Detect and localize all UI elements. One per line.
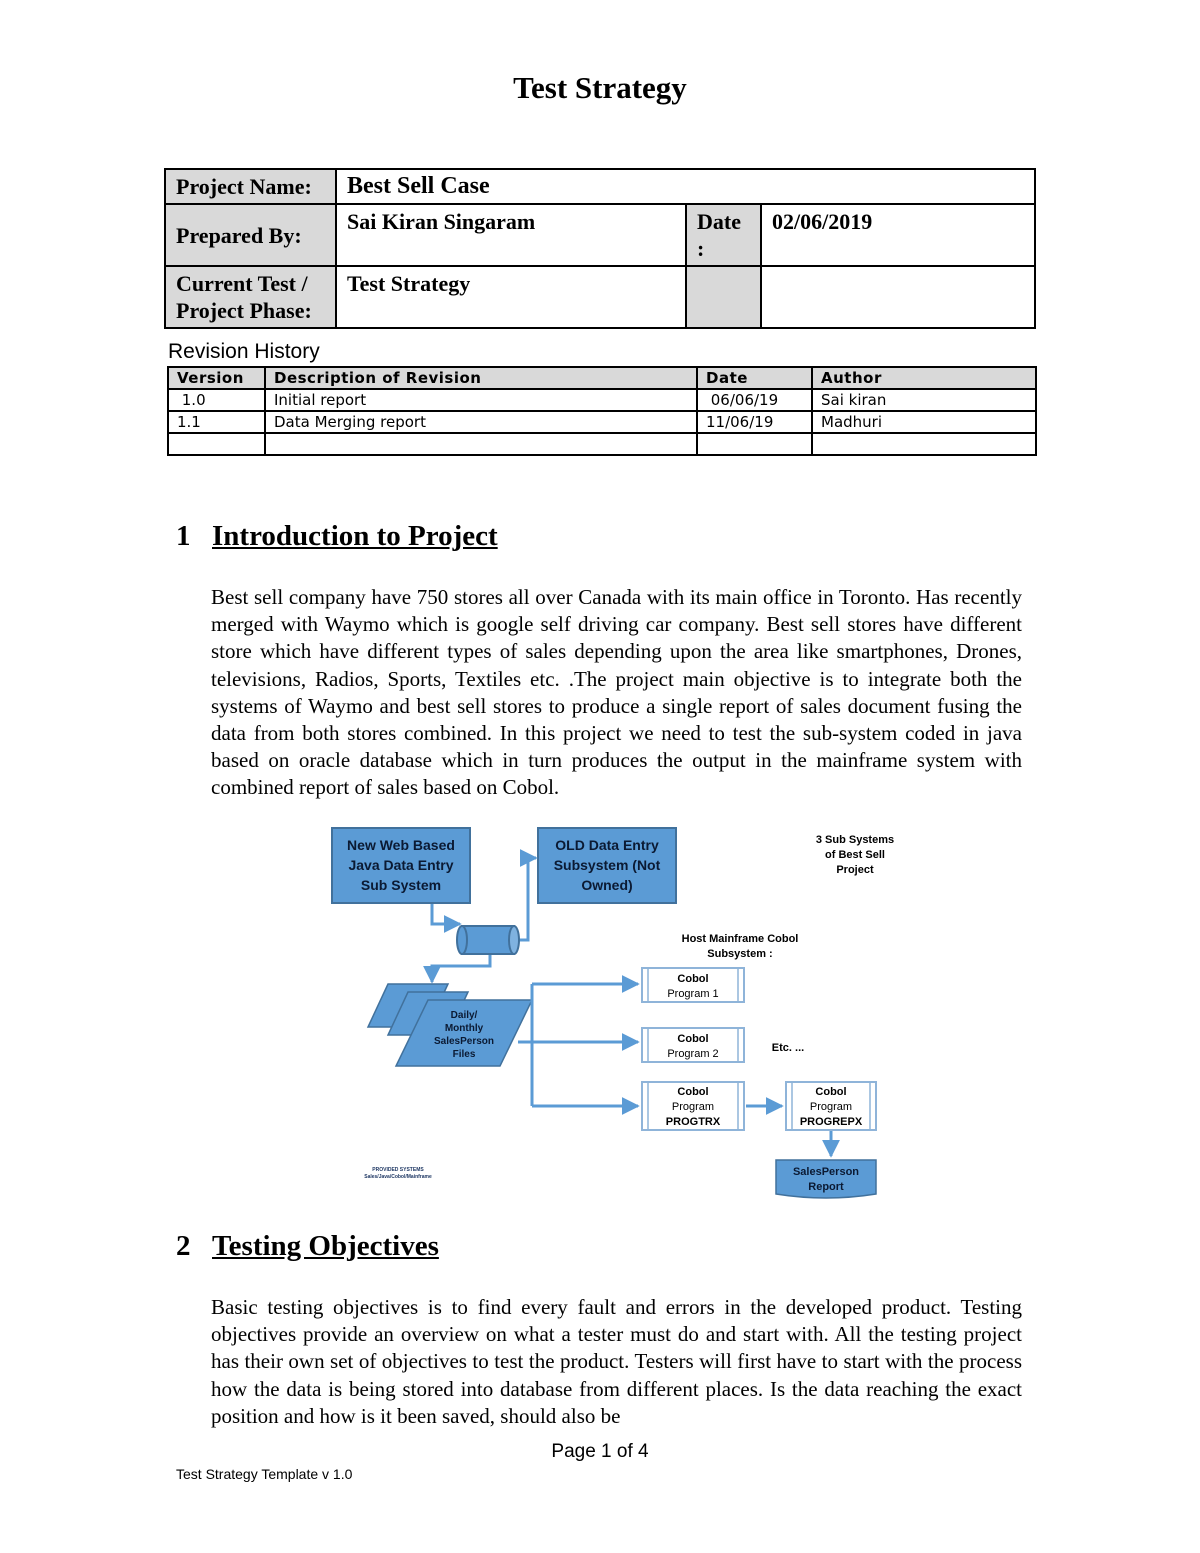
svg-text:Cobol: Cobol [677, 1086, 709, 1098]
old-data-entry-box [538, 828, 676, 903]
svg-text:PROVIDED SYSTEMS: PROVIDED SYSTEMS [372, 1167, 424, 1173]
author-cell: Sai kiran [812, 389, 1036, 411]
prepared-by-label: Prepared By: [165, 204, 336, 266]
prepared-by-value: Sai Kiran Singaram [336, 204, 686, 266]
section-2-body: Basic testing objectives is to find every fault and errors in the developed product. Testing objectives provide an overview on what a tester must do and start with. All the testing project has their own set of objectives to test the product. Testers will first have to start with the process how the data is being stored into database from different places. Is the data reaching the exact position and how is it been saved, should also be [211, 1295, 1022, 1428]
svg-text:Daily/: Daily/ [450, 1010, 478, 1021]
cobol-program-1-box [642, 968, 744, 1002]
svg-text:Cobol: Cobol [677, 1033, 709, 1045]
salesperson-files-shape [368, 984, 532, 1066]
date-cell: 11/06/19 [697, 411, 812, 433]
date-label: Date : [686, 204, 761, 266]
svg-text:Report: Report [808, 1181, 844, 1193]
svg-text:Program 2: Program 2 [667, 1048, 719, 1060]
project-info-table [164, 168, 1036, 329]
phase-value: Test Strategy [336, 266, 686, 328]
empty-label-cell [686, 266, 761, 328]
table-row [168, 411, 1036, 433]
date-cell: 06/06/19 [697, 389, 812, 411]
section-1-body: Best sell company have 750 stores all over Canada with its main office in Toronto. Has recently merged with Waymo which is google self driving car company. Best sell stores have different store which have different types of sales depending upon the area like smartphones, Drones, televisions, Radios, Sports, Textiles etc. .The project main objective is to integrate both the systems of Waymo and best sell stores to produce a single report of sales document fusing the data from both stores combined. In this project we need to test the sub-system coded in java based on oracle database which in turn produces the output in the mainframe system with combined report of sales based on Cobol. [211, 585, 1022, 800]
provided-systems-note [364, 1167, 432, 1180]
svg-text:OLD Data Entry: OLD Data Entry [555, 837, 659, 853]
system-flow-diagram [320, 822, 920, 1207]
svg-text:Program 1: Program 1 [667, 988, 719, 1000]
svg-text:Subsystem :: Subsystem : [707, 948, 773, 960]
page-title: Test Strategy [513, 70, 687, 105]
col-header-author: Author [812, 367, 1036, 389]
svg-text:PROGREPX: PROGREPX [799, 1116, 863, 1128]
col-header-version: Version [168, 367, 265, 389]
section-1-number: 1 [176, 520, 191, 552]
svg-text:Monthly: Monthly [444, 1023, 484, 1034]
revision-history-table [167, 366, 1037, 456]
svg-text:Sub System: Sub System [360, 877, 442, 893]
col-header-description: Description of Revision [265, 367, 697, 389]
svg-text:Cobol: Cobol [815, 1086, 847, 1098]
project-name-label: Project Name: [165, 169, 336, 204]
sub-systems-note [816, 834, 894, 876]
template-footer: Test Strategy Template v 1.0 [176, 1466, 353, 1482]
database-cylinder-icon [457, 926, 519, 954]
revision-history-heading: Revision History [168, 340, 320, 363]
svg-text:Java Data Entry: Java Data Entry [348, 857, 454, 873]
new-web-based-box [332, 828, 470, 903]
description-cell: Data Merging report [265, 411, 697, 433]
phase-label: Current Test / Project Phase: [165, 266, 336, 328]
section-1-heading [176, 520, 498, 553]
svg-text:Project: Project [836, 864, 874, 876]
svg-text:Program: Program [809, 1101, 853, 1113]
section-2-title: Testing Objectives [212, 1230, 439, 1262]
date-cell [697, 433, 812, 455]
section-2-heading [176, 1230, 439, 1263]
section-1-title: Introduction to Project [212, 520, 498, 552]
date-value: 02/06/2019 [761, 204, 1035, 266]
version-cell: 1.0 [168, 389, 265, 411]
page-number: Page 1 of 4 [551, 1441, 649, 1462]
version-cell [168, 433, 265, 455]
section-2-number: 2 [176, 1230, 191, 1262]
cobol-progtrx-box [642, 1082, 744, 1130]
svg-text:Sales/Java/Cobol/Mainframe: Sales/Java/Cobol/Mainframe [364, 1174, 432, 1180]
col-header-date: Date [697, 367, 812, 389]
author-cell: Madhuri [812, 411, 1036, 433]
svg-text:SalesPerson: SalesPerson [792, 1166, 860, 1178]
salesperson-report-box [776, 1160, 876, 1198]
svg-text:SalesPerson: SalesPerson [433, 1036, 495, 1047]
cobol-progrepx-box [786, 1082, 876, 1130]
description-cell [265, 433, 697, 455]
project-name-value: Best Sell Case [336, 169, 1035, 204]
svg-text:Host Mainframe Cobol: Host Mainframe Cobol [681, 933, 799, 945]
svg-text:3 Sub Systems: 3 Sub Systems [815, 834, 895, 846]
svg-text:PROGTRX: PROGTRX [665, 1116, 721, 1128]
description-cell: Initial report [265, 389, 697, 411]
cobol-program-2-box [642, 1028, 744, 1062]
svg-text:Program: Program [671, 1101, 715, 1113]
version-cell: 1.1 [168, 411, 265, 433]
svg-text:Subsystem (Not: Subsystem (Not [553, 857, 661, 873]
table-row [168, 389, 1036, 411]
svg-text:of Best Sell: of Best Sell [825, 849, 885, 861]
etc-label: Etc. ... [771, 1042, 805, 1054]
author-cell [812, 433, 1036, 455]
svg-text:New Web Based: New Web Based [347, 837, 455, 853]
host-mainframe-label [682, 933, 799, 960]
empty-value-cell [761, 266, 1035, 328]
svg-text:Cobol: Cobol [677, 973, 709, 985]
table-row [168, 433, 1036, 455]
svg-text:Files: Files [452, 1049, 476, 1060]
svg-text:Owned): Owned) [581, 877, 633, 893]
